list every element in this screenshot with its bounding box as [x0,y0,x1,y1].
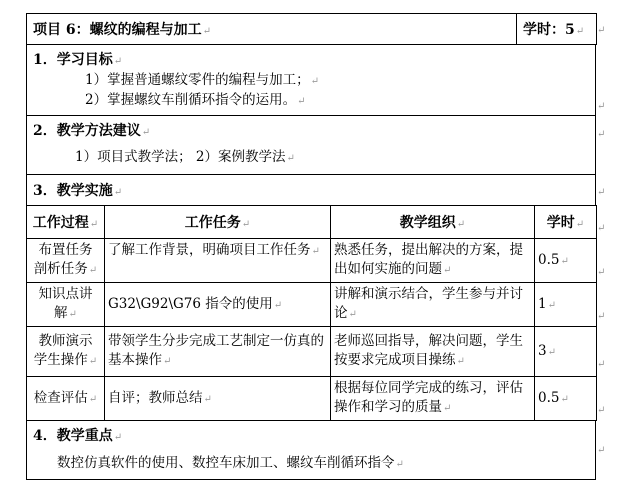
column-header: 工作过程↵ [27,206,105,239]
section-teaching-methods [26,115,596,175]
task-cell: 带领学生分步完成工艺制定一仿真的基本操作↵ [105,327,331,377]
header-table [26,13,597,45]
goal-item: 1）掌握普通螺纹零件的编程与加工；↵ [85,72,319,88]
hours-cell: 0.5↵ [535,239,597,283]
process-cell: 知识点讲 解↵ [27,283,105,327]
table-header-row [27,206,597,239]
organization-cell: 熟悉任务，提出解决的方案，提出如何实施的问题↵ [331,239,535,283]
section-key-points [26,420,596,480]
process-cell: 教师演示 学生操作↵ [27,327,105,377]
column-header: 教学组织↵ [331,206,535,239]
table-row [27,377,597,421]
method-text: 1）项目式教学法； 2）案例教学法↵ [75,149,295,165]
table-row [27,283,597,327]
process-cell: 检查评估↵ [27,377,105,421]
hours-cell: 学时：5↵ [517,14,597,45]
section-title: 4．教学重点↵ [33,428,123,444]
hours-cell: 0.5↵ [535,377,597,421]
lesson-plan-table [26,13,596,480]
section-learning-goals [26,44,596,116]
column-header: 工作任务↵ [105,206,331,239]
section-title: 3．教学实施↵ [33,183,123,199]
section-title: 1．学习目标↵ [33,52,123,68]
column-header: 学时↵ [535,206,597,239]
total-hours: 学时：5 [523,22,575,38]
project-title-cell: 项目 6：螺纹的编程与加工↵ [27,14,517,45]
key-points-text: 数控仿真软件的使用、数控车床加工、螺纹车削循环指令↵ [57,455,404,471]
table-row [27,327,597,377]
section-implementation [26,174,596,206]
project-title: 项目 6：螺纹的编程与加工 [33,22,202,38]
task-cell: 了解工作背景，明确项目工作任务↵ [105,239,331,283]
process-cell: 布置任务 剖析任务↵ [27,239,105,283]
implementation-table [26,205,597,421]
goal-item: 2）掌握螺纹车削循环指令的运用。↵ [85,92,306,108]
organization-cell: 讲解和演示结合，学生参与并讨论↵ [331,283,535,327]
task-cell: G32\G92\G76 指令的使用↵ [105,283,331,327]
task-cell: 自评；教师总结↵ [105,377,331,421]
organization-cell: 根据每位同学完成的练习，评估操作和学习的质量↵ [331,377,535,421]
hours-cell: 3↵ [535,327,597,377]
table-row [27,239,597,283]
organization-cell: 老师巡回指导，解决问题，学生按要求完成项目操练↵ [331,327,535,377]
section-title: 2．教学方法建议↵ [33,123,151,139]
hours-cell: 1↵ [535,283,597,327]
